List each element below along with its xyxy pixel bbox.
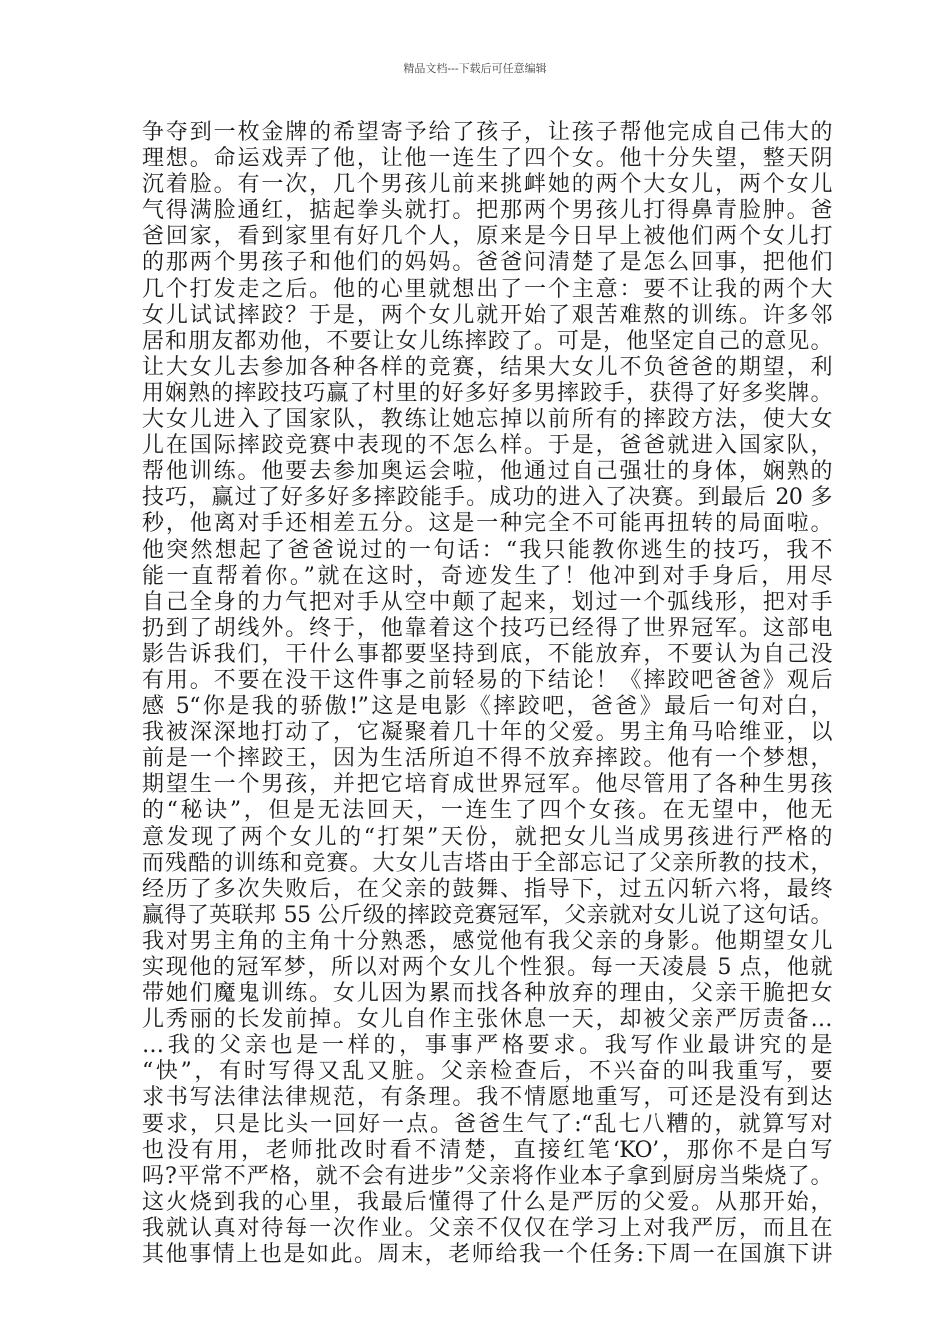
text-line: 影告诉我们，干什么事都要坚持到底，不能放弃，不要认为自己没 <box>142 641 832 667</box>
text-line: 大女儿进入了国家队，教练让她忘掉以前所有的摔跤方法，使大女 <box>142 407 832 433</box>
text-line: 让大女儿去参加各种各样的竞赛，结果大女儿不负爸爸的期望，利 <box>142 354 832 380</box>
text-line: 爸回家，看到家里有好几个人，原来是今日早上被他们两个女儿打 <box>142 224 832 250</box>
text-line: 技巧，赢过了好多好多摔跤能手。成功的进入了决赛。到最后 20 多 <box>142 485 832 511</box>
text-line: 而残酷的训练和竞赛。大女儿吉塔由于全部忘记了父亲所教的技术， <box>142 850 832 876</box>
text-line: 儿在国际摔跤竞赛中表现的不怎么样。于是，爸爸就进入国家队， <box>142 433 832 459</box>
text-line: 感 5“你是我的骄傲!”这是电影《摔跤吧，爸爸》最后一句对白， <box>142 694 832 720</box>
text-line: 自己全身的力气把对手从空中颠了起来，划过一个弧线形，把对手 <box>142 589 832 615</box>
text-line: 秒，他离对手还相差五分。这是一种完全不可能再扭转的局面啦。 <box>142 511 832 537</box>
body-text <box>142 120 832 1268</box>
text-line: 我被深深地打动了，它凝聚着几十年的父爱。男主角马哈维亚，以 <box>142 720 832 746</box>
text-line: “快”，有时写得又乱又脏。父亲检查后，不兴奋的叫我重写，要 <box>142 1059 832 1085</box>
text-line: 吗?平常不严格，就不会有进步”父亲将作业本子拿到厨房当柴烧了。 <box>142 1163 832 1189</box>
text-line: 帮他训练。他要去参加奥运会啦，他通过自己强壮的身体，娴熟的 <box>142 459 832 485</box>
page-header: 精品文档---下载后可任意编辑 <box>403 62 547 75</box>
text-line: 赢得了英联邦 55 公斤级的摔跤竞赛冠军，父亲就对女儿说了这句话。 <box>142 902 832 928</box>
text-line: 前是一个摔跤王，因为生活所迫不得不放弃摔跤。他有一个梦想， <box>142 746 832 772</box>
text-line: 理想。命运戏弄了他，让他一连生了四个女。他十分失望，整天阴 <box>142 146 832 172</box>
text-line: 气得满脸通红，掂起拳头就打。把那两个男孩儿打得鼻青脸肿。爸 <box>142 198 832 224</box>
text-line: 我对男主角的主角十分熟悉，感觉他有我父亲的身影。他期望女儿 <box>142 928 832 954</box>
text-line: 求书写法律法律规范，有条理。我不情愿地重写，可还是没有到达 <box>142 1085 832 1111</box>
text-line: 带她们魔鬼训练。女儿因为累而找各种放弃的理由，父亲干脆把女 <box>142 981 832 1007</box>
text-line: 这火烧到我的心里，我最后懂得了什么是严厉的父爱。从那开始， <box>142 1189 832 1215</box>
text-line: 争夺到一枚金牌的希望寄予给了孩子，让孩子帮他完成自己伟大的 <box>142 120 832 145</box>
text-line: 意发现了两个女儿的“打架”天份，就把女儿当成男孩进行严格的 <box>142 824 832 850</box>
text-line: 居和朋友都劝他，不要让女儿练摔跤了。可是，他坚定自己的意见。 <box>142 328 832 354</box>
text-line: 的那两个男孩子和他们的妈妈。爸爸问清楚了是怎么回事，把他们 <box>142 250 832 276</box>
text-line: 儿秀丽的长发前掉。女儿自作主张休息一天，却被父亲严厉责备… <box>142 1007 832 1033</box>
text-line: 几个打发走之后。他的心里就想出了一个主意：要不让我的两个大 <box>142 276 832 302</box>
text-line: 扔到了胡线外。终于，他靠着这个技巧已经得了世界冠军。这部电 <box>142 615 832 641</box>
text-line: 能一直帮着你。”就在这时，奇迹发生了！他冲到对手身后，用尽 <box>142 563 832 589</box>
text-line: …我的父亲也是一样的，事事严格要求。我写作业最讲究的是 <box>142 1033 832 1059</box>
text-line: 期望生一个男孩，并把它培育成世界冠军。他尽管用了各种生男孩 <box>142 772 832 798</box>
text-line: 女儿试试摔跤？于是，两个女儿就开始了艰苦难熬的训练。许多邻 <box>142 302 832 328</box>
text-line: 沉着脸。有一次，几个男孩儿前来挑衅她的两个大女儿，两个女儿 <box>142 172 832 198</box>
text-line: 也没有用，老师批改时看不清楚，直接红笔‘KO’，那你不是白写 <box>142 1137 832 1163</box>
text-line: 用娴熟的摔跤技巧赢了村里的好多好多男摔跤手，获得了好多奖牌。 <box>142 380 832 406</box>
text-line: 有用。不要在没干这件事之前轻易的下结论！《摔跤吧爸爸》观后 <box>142 667 832 693</box>
text-line: 他突然想起了爸爸说过的一句话：“我只能教你逃生的技巧，我不 <box>142 537 832 563</box>
text-line: 实现他的冠军梦，所以对两个女儿个性狠。每一天凌晨 5 点，他就 <box>142 955 832 980</box>
text-line: 我就认真对待每一次作业。父亲不仅仅在学习上对我严厉，而且在 <box>142 1215 832 1241</box>
text-line: 其他事情上也是如此。周末，老师给我一个任务:下周一在国旗下讲 <box>142 1242 832 1268</box>
text-line: 经历了多次失败后，在父亲的鼓舞、指导下，过五闪斩六将，最终 <box>142 876 832 902</box>
text-line: 要求，只是比头一回好一点。爸爸生气了:“乱七八糟的，就算写对 <box>142 1111 832 1137</box>
text-line: 的“秘诀”，但是无法回天，一连生了四个女孩。在无望中，他无 <box>142 798 832 824</box>
